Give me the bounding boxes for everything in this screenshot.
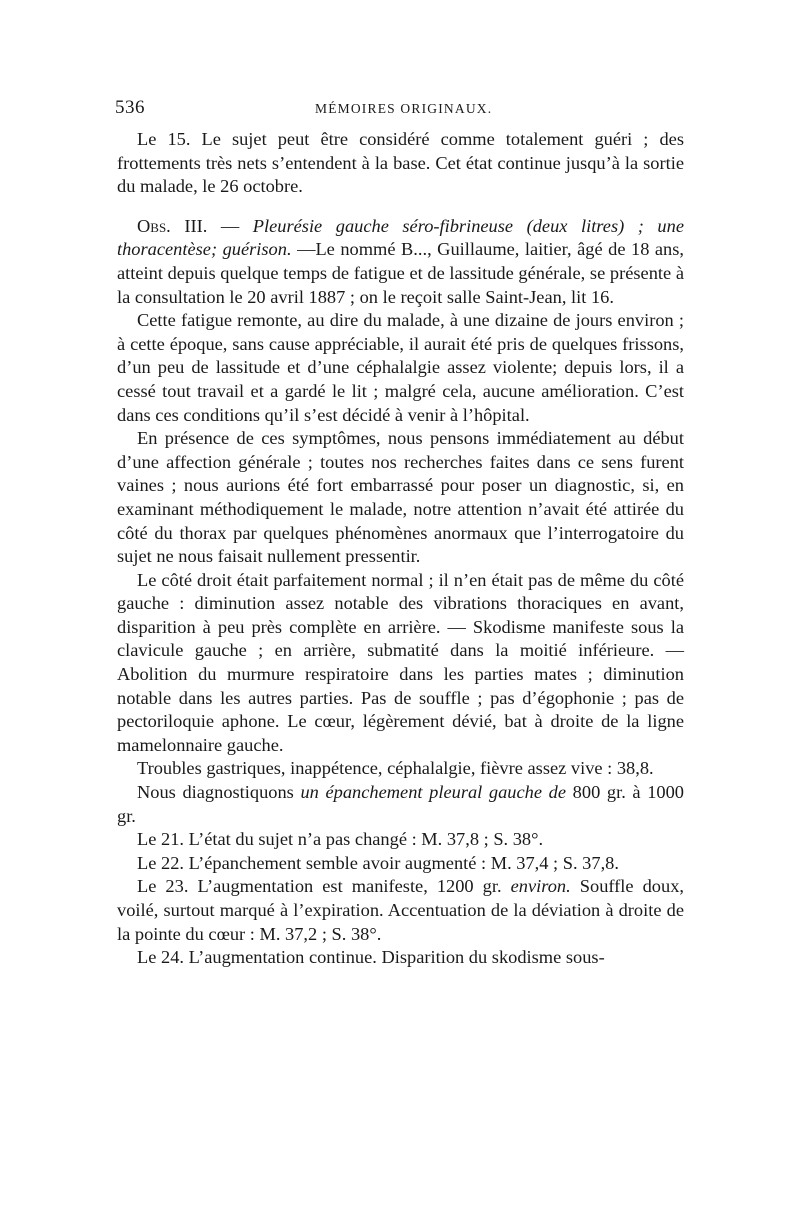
running-title: MÉMOIRES ORIGINAUX. (315, 101, 493, 116)
paragraph-examination: Le côté droit était parfaitement normal ; il n’en était pas de même du côté gauche : diminution assez notable des vibrations thoraciques en avant, disparition à peu près complète en arrière. — Skodisme manifeste sous la clavicule gauche ; en arrière, submatité dans la moitié inférieure. — Abolition du murmure respiratoire dans les parties mates ; diminution notable dans les autres parties. Pas de souffle ; pas d’égophonie ; pas de pectoriloquie aphone. Le cœur, légèrement dévié, bat à droite de la ligne mamelonnaire gauche. (117, 569, 684, 755)
paragraph-day-23 (117, 875, 684, 946)
day-23-before: Le 23. L’augmentation est manifeste, 1200 gr. (137, 876, 502, 897)
page-number: 536 (115, 97, 145, 118)
paragraph-history: Cette fatigue remonte, au dire du malade, à une dizaine de jours environ ; à cette époque, sans cause appréciable, il aurait été pris de quelques frissons, d’un peu de lassitude et d’une céphalalgie assez violente; depuis lors, il a cessé tout travail et a gardé le lit ; malgré cela, aucune amélioration. C’est dans ces conditions qu’il s’est décidé à venir à l’hôpital. (117, 310, 684, 425)
paragraph-symptoms: Troubles gastriques, inappétence, céphalalgie, fièvre assez vive : 38,8. (137, 758, 654, 779)
diagnosis-after: 800 gr. à 1000 gr. (117, 782, 685, 826)
paragraph-day-24: Le 24. L’augmentation continue. Disparition du skodisme sous- (137, 947, 605, 968)
observation-label: Obs. III. — (137, 215, 240, 236)
diagnosis-italic: un épanchement pleural gauche de (300, 782, 567, 803)
observation-title: Pleurésie gauche séro-fibrineuse (deux litres) ; une thoracentèse; guérison. (117, 215, 684, 260)
paragraph-diagnosis (117, 781, 684, 828)
observation-intro: —Le nommé B..., Guillaume, laitier, âgé de 18 ans, atteint depuis quelque temps de fatigue et de lassitude générale, se présente à la consultation le 20 avril 1887 ; on le reçoit salle Saint-Jean, lit 16. (117, 239, 684, 307)
day-23-italic: environ. (510, 876, 571, 897)
body-text (117, 128, 684, 970)
paragraph-day-21: Le 21. L’état du sujet n’a pas changé : M. 37,8 ; S. 38°. (137, 829, 544, 850)
day-23-after: Souffle doux, voilé, surtout marqué à l’expiration. Accentuation de la déviation à droite de la pointe du cœur : M. 37,2 ; S. 38°. (117, 876, 684, 944)
diagnosis-before: Nous diagnostiquons (137, 782, 294, 803)
paragraph-observation-3 (117, 215, 684, 309)
paragraph-presentation: En présence de ces symptômes, nous pensons immédiatement au début d’une affection générale ; toutes nos recherches faites dans ce sens furent vaines ; nous aurions été fort embarrassé pour poser un diagnostic, si, en examinant méthodiquement le malade, notre attention n’avait été attirée du côté du thorax par quelques phénomènes anormaux que l’interrogatoire du sujet ne nous faisait nullement pressentir. (117, 428, 684, 567)
paragraph-day-15: Le 15. Le sujet peut être considéré comme totalement guéri ; des frottements très nets s’entendent à la base. Cet état continue jusqu’à la sortie du malade, le 26 octobre. (117, 129, 684, 197)
paragraph-day-22: Le 22. L’épanchement semble avoir augmenté : M. 37,4 ; S. 37,8. (137, 852, 619, 873)
page-header (115, 97, 685, 125)
